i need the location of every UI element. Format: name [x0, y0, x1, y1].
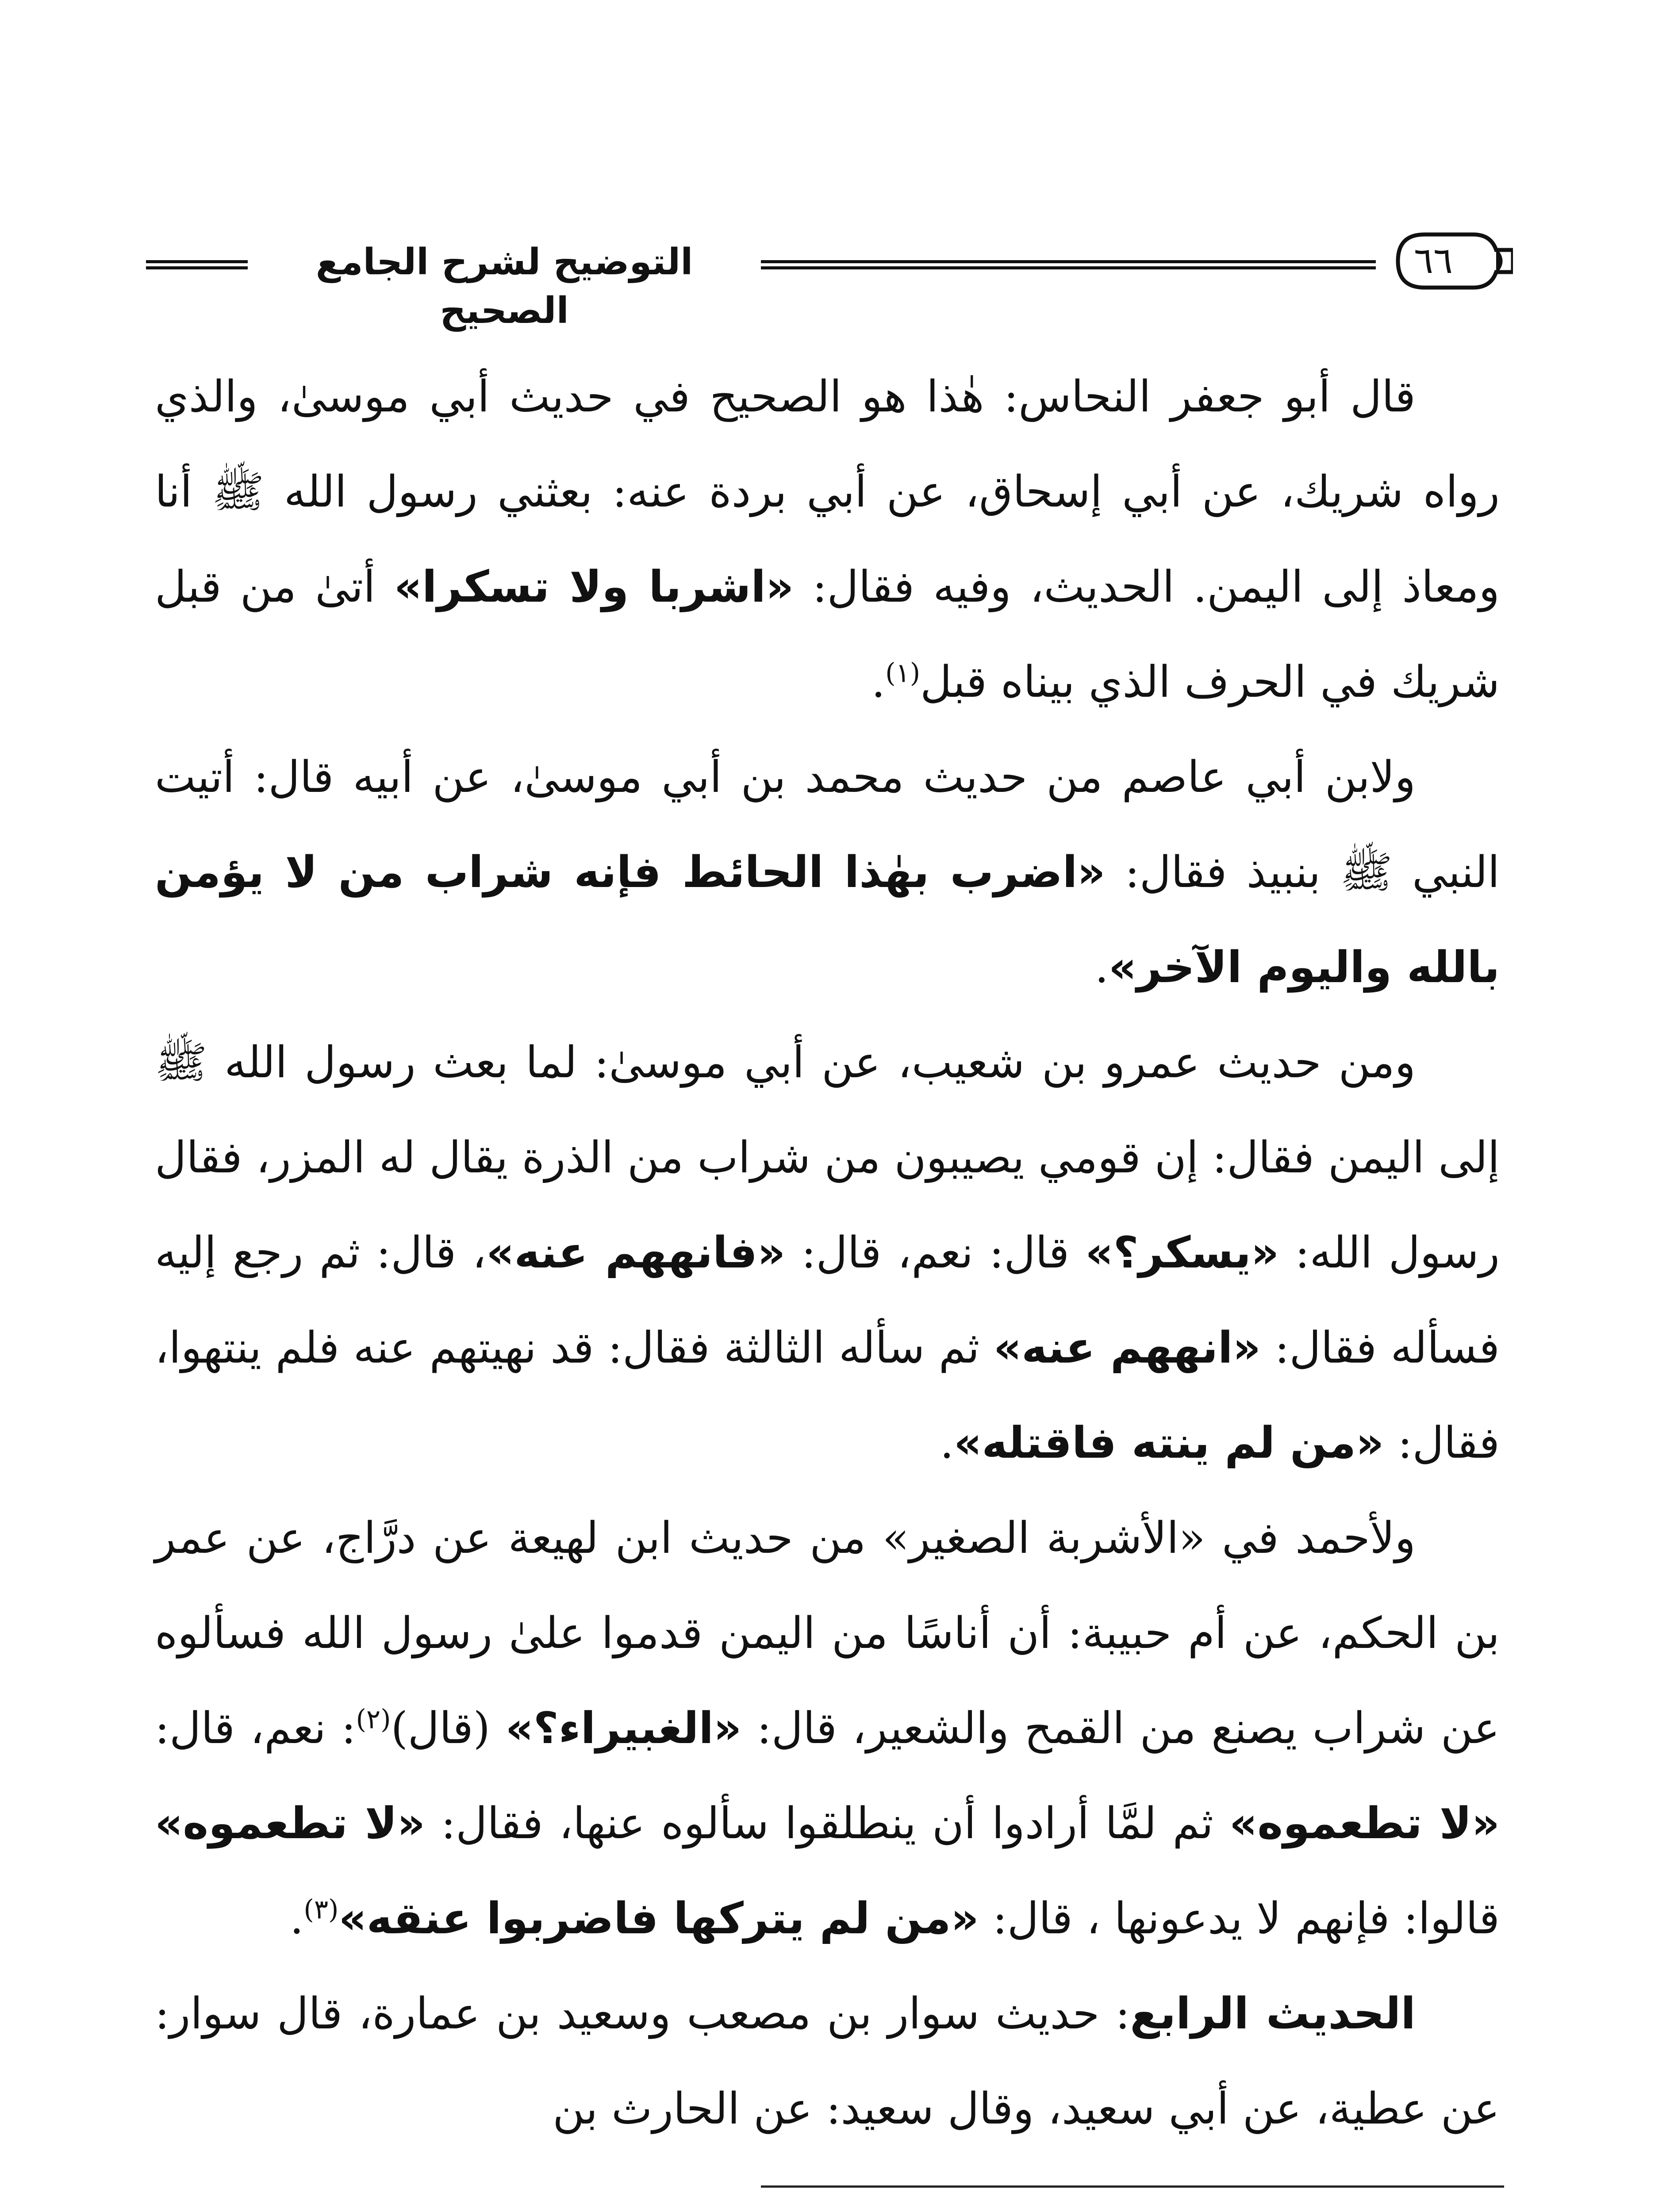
paragraph-3-end: .	[940, 1418, 954, 1468]
footnote-ref-2: (٢)	[356, 1704, 391, 1735]
paragraph-4	[155, 1491, 1500, 1966]
main-text	[155, 349, 1500, 2157]
paragraph-3	[155, 1015, 1500, 1491]
header-rule-right	[761, 260, 1376, 269]
hadith-quote: «اشربا ولا تسكرا»	[394, 562, 794, 612]
hadith-quote: «يسكر؟»	[1085, 1228, 1279, 1278]
paragraph-1-end: .	[871, 657, 886, 707]
hadith-quote: «من لم يتركها فاضربوا عنقه»	[338, 1893, 979, 1944]
paragraph-4-f: قالوا: فإنهم لا يدعونها ، قال:	[979, 1893, 1500, 1944]
page-number: ٦٦	[1413, 240, 1453, 282]
paragraph-5-text: : حديث سوار بن مصعب وسعيد بن عمارة، قال سوار: عن عطية، عن أبي سعيد، وقال سعيد: عن الحارث بن	[155, 1989, 1500, 2134]
paragraph-3-d: ، قال: ثم رجع إليه فسأله فقال:	[155, 1228, 1500, 1373]
paragraph-4-a: ولأحمد في «الأشربة الصغير» من حديث ابن لهيعة عن درَّاج، عن عمر بن الحكم، عن أم حبيبة: أن أناسًا من اليمن قدموا علىٰ رسول الله فسألوه عن شراب يصنع من القمح والشعير، قال:	[155, 1513, 1500, 1754]
footnote-number	[1438, 2205, 1504, 2212]
paragraph-2	[155, 730, 1500, 1015]
footnote-ref-3: (٣)	[303, 1894, 339, 1925]
paragraph-4-e: ثم لمَّا أرادوا أن ينطلقوا سألوه عنها، فقال:	[425, 1798, 1229, 1849]
section-heading: الحديث الرابع	[1130, 1989, 1416, 2039]
hadith-quote: «انههم عنه»	[993, 1323, 1261, 1373]
paragraph-1-after: أتىٰ من قبل شريك في الحرف الذي بيناه قبل	[155, 562, 1500, 707]
header-rule-left	[146, 260, 248, 269]
running-header	[146, 221, 1495, 332]
paragraph-4-d: : نعم، قال:	[155, 1703, 356, 1754]
hadith-quote: «من لم ينته فاقتله»	[954, 1418, 1384, 1468]
hadith-quote: «لا تطعموه»	[1229, 1798, 1500, 1849]
paragraph-3-a: ومن حديث عمرو بن شعيب، عن أبي موسىٰ: لما بعث رسول الله ﷺ إلى اليمن فقال: إن قومي يصيبون من شراب من الذرة يقال له المزر، فقال رسول الله:	[155, 1037, 1500, 1278]
footnote-separator	[761, 2185, 1504, 2188]
footnote-1	[310, 2205, 1504, 2212]
hadith-quote: «الغبيراء؟»	[505, 1703, 742, 1754]
hadith-quote: «اضرب بهٰذا الحائط فإنه شراب من لا يؤمن بالله واليوم الآخر»	[155, 847, 1500, 993]
hadith-quote: «لا تطعموه»	[155, 1798, 426, 1849]
footnotes	[310, 2205, 1504, 2212]
paragraph-1-text: قال أبو جعفر النحاس: هٰذا هو الصحيح في حديث أبي موسىٰ، والذي رواه شريك، عن أبي إسحاق، عن أبي بردة عنه: بعثني رسول الله ﷺ أنا ومعاذ إلى اليمن. الحديث، وفيه فقال:	[155, 372, 1500, 612]
paragraph-3-c: قال: نعم، قال:	[785, 1228, 1086, 1278]
paragraph-4-c: (قال)	[391, 1703, 506, 1754]
paragraph-3-e: ثم سأله الثالثة فقال: قد نهيتهم عنه فلم ينتهوا، فقال:	[155, 1323, 1500, 1468]
paragraph-1	[155, 349, 1500, 730]
paragraph-2-text: ولابن أبي عاصم من حديث محمد بن أبي موسىٰ، عن أبيه قال: أتيت النبي ﷺ بنبيذ فقال:	[155, 752, 1500, 898]
hadith-quote: «فانههم عنه»	[486, 1228, 786, 1278]
book-title: التوضيح لشرح الجامع الصحيح	[315, 241, 693, 332]
footnote-ref-1: (١)	[885, 657, 921, 689]
paragraph-2-end: .	[1094, 942, 1109, 993]
paragraph-5	[155, 1966, 1500, 2157]
paragraph-4-end: .	[290, 1893, 304, 1944]
